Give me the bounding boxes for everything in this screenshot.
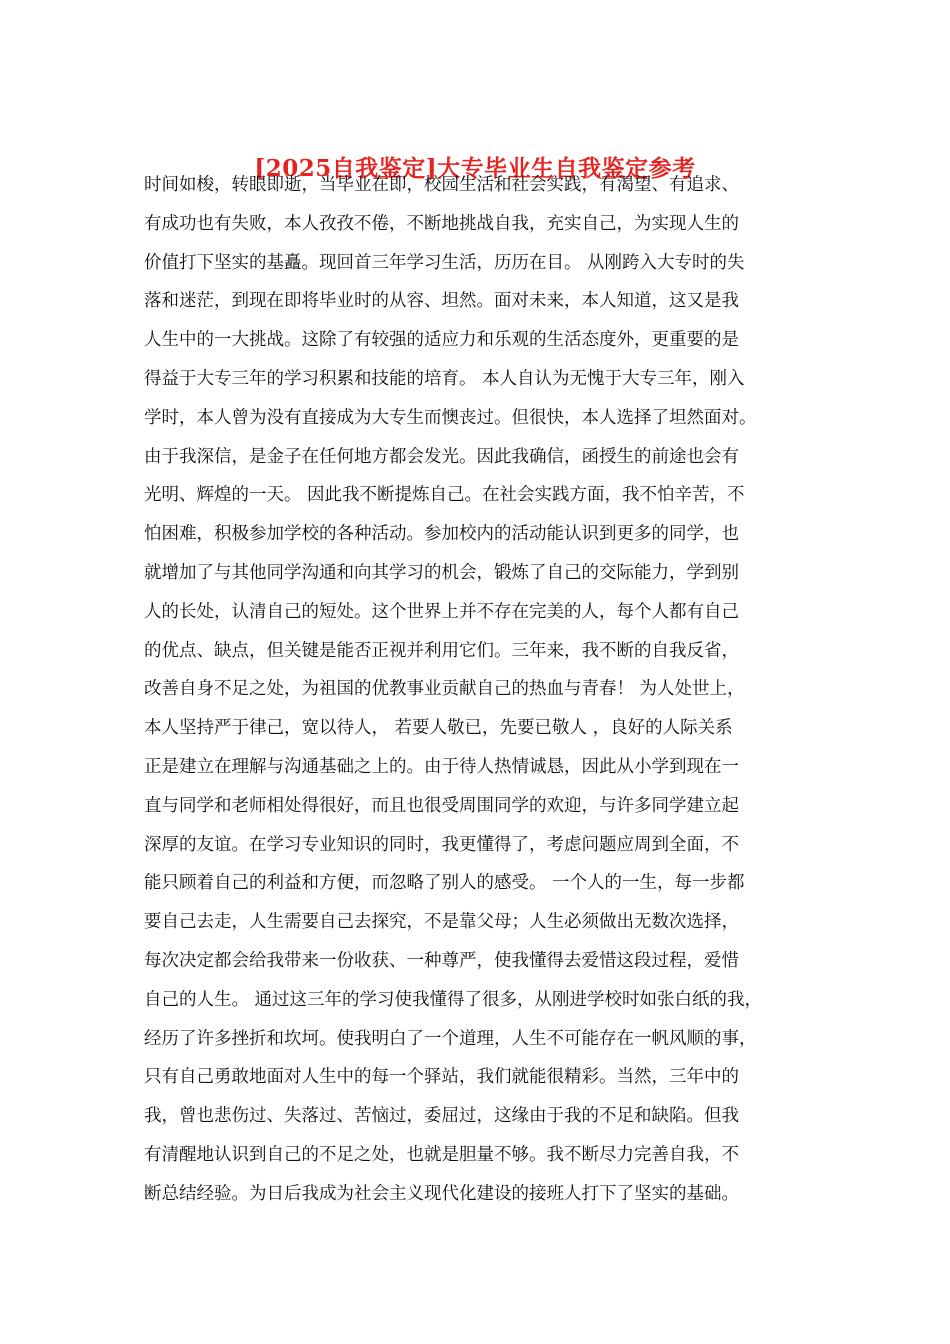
body-line: 怕困难，积极参加学校的各种活动。参加校内的活动能认识到更多的同学，也	[144, 524, 739, 545]
body-line: 价值打下坚实的基矗。现回首三年学习生活，历历在目。 从刚跨入大专时的失	[144, 252, 745, 273]
body-line: 人生中的一大挑战。这除了有较强的适应力和乐观的生活态度外，更重要的是	[144, 330, 739, 351]
body-line: 深厚的友谊。在学习专业知识的同时，我更懂得了，考虑问题应周到全面，不	[144, 834, 739, 855]
body-line: 得益于大专三年的学习积累和技能的培育。 本人自认为无愧于大专三年，刚入	[144, 369, 745, 389]
body-line: 要自己去走，人生需要自己去探究，不是靠父母；人生必须做出无数次选择，	[144, 912, 739, 933]
body-line: 改善自身不足之处，为祖国的优教事业贡献自己的热血与青春！ 为人处世上，	[144, 679, 745, 700]
document-title: [2025自我鉴定]大专毕业生自我鉴定参考	[254, 155, 696, 182]
body-line: 有成功也有失败，本人孜孜不倦，不断地挑战自我，充实自己，为实现人生的	[144, 213, 739, 234]
body-line: 经历了许多挫折和坎坷。使我明白了一个道理，人生不可能存在一帆风顺的事，	[144, 1028, 757, 1049]
body-line: 就增加了与其他同学沟通和向其学习的机会，锻炼了自己的交际能力，学到别	[144, 563, 739, 583]
body-line: 只有自己勇敢地面对人生中的每一个驿站，我们就能很精彩。当然，三年中的	[144, 1067, 739, 1088]
body-line: 人的长处，认清自己的短处。这个世界上并不存在完美的人，每个人都有自己	[144, 601, 739, 622]
body-line: 学时，本人曾为没有直接成为大专生而懊丧过。但很快，本人选择了坦然面对。	[144, 407, 757, 428]
body-line: 断总结经验。为日后我成为社会主义现代化建设的接班人打下了坚实的基础。	[144, 1183, 739, 1204]
body-line: 直与同学和老师相处得很好，而且也很受周围同学的欢迎，与许多同学建立起	[144, 795, 739, 816]
body-line: 落和迷茫，到现在即将毕业时的从容、坦然。面对未来，本人知道，这又是我	[144, 291, 739, 312]
body-line: 本人坚持严于律己，宽以待人， 若要人敬已，先要已敬人 ，良好的人际关系	[144, 718, 733, 739]
body-line: 时间如梭，转眼即逝，当毕业在即，校园生活和社会实践，有渴望、有追求、	[144, 175, 739, 195]
body-line: 自己的人生。 通过这三年的学习使我懂得了很多，从刚进学校时如张白纸的我，	[144, 989, 763, 1010]
body-line: 正是建立在理解与沟通基础之上的。由于待人热情诚恳，因此从小学到现在一	[144, 757, 739, 777]
body-line: 的优点、缺点，但关键是能否正视并利用它们。三年来，我不断的自我反省，	[144, 640, 739, 661]
body-line: 能只顾着自己的利益和方便，而忽略了别人的感受。 一个人的一生，每一步都	[144, 873, 745, 894]
body-line: 由于我深信，是金子在任何地方都会发光。因此我确信，函授生的前途也会有	[144, 446, 739, 467]
body-line: 我，曾也悲伤过、失落过、苦恼过，委屈过，这缘由于我的不足和缺陷。但我	[144, 1106, 739, 1127]
body-line: 光明、辉煌的一天。 因此我不断提炼自己。在社会实践方面，我不怕辛苦，不	[144, 485, 745, 506]
body-line: 每次决定都会给我带来一份收获、一种尊严，使我懂得去爱惜这段过程，爱惜	[144, 951, 739, 971]
body-line: 有清醒地认识到自己的不足之处，也就是胆量不够。我不断尽力完善自我，不	[144, 1145, 739, 1165]
